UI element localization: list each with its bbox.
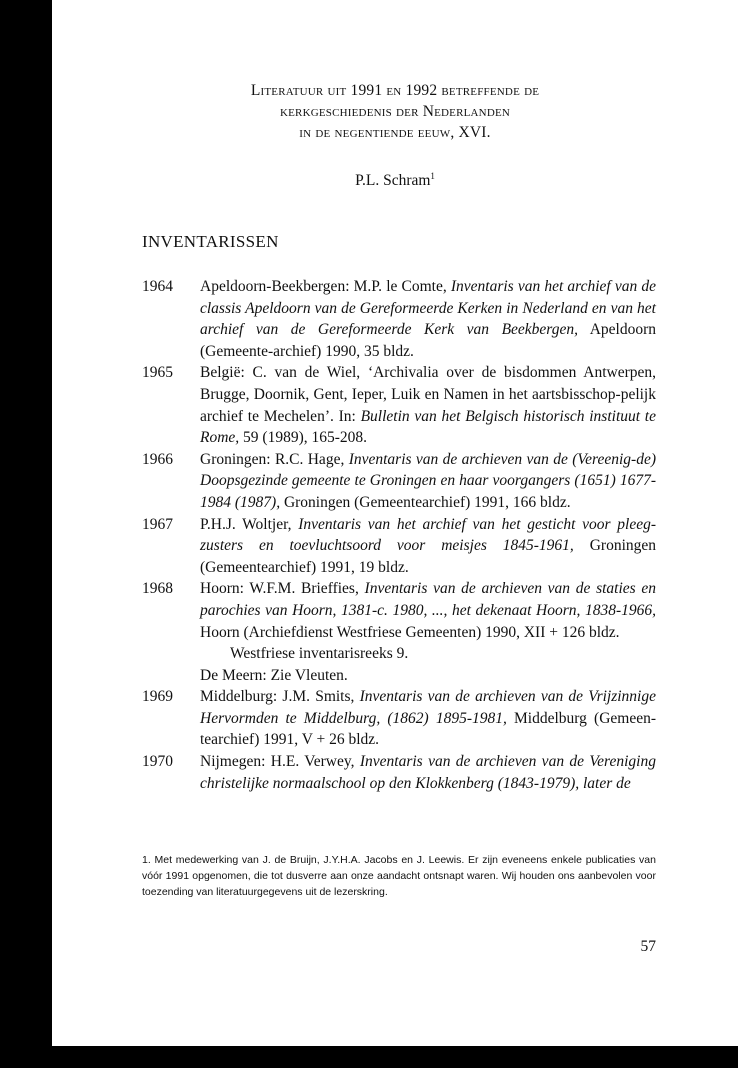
list-item (142, 514, 656, 579)
section-heading: INVENTARISSEN (142, 232, 279, 251)
page-number: 57 (640, 938, 656, 955)
footnote: 1. Met medewerking van J. de Bruijn, J.Y.H.A. Jacobs en J. Leewis. Er zijn eveneens enkele publicaties van vóór 1991 opgenomen, die tot dusverre aan onze aandacht ontsnapt waren. Wij houden ons aanbevolen voor toezending van literatuurgegevens uit de lezerskring. (142, 854, 656, 898)
entry-title: Inventaris van de archieven van de Vrijzinnige Hervormden te Middelburg, (1862) 1895-1981, (200, 688, 656, 727)
entry-text: Groningen: R.C. Hage, Inventaris van de archieven van de (Vereenig-de) Doopsgezinde gemeente te Groningen en haar voorgangers (1651) 1677-1984 (1987), Groningen (Gemeentearchief) 1991, 166 bldz. (200, 450, 656, 511)
entry-text: België: C. van de Wiel, ‘Archivalia over de bisdommen Antwerpen, Brugge, Doornik, Gent, Ieper, Luik en Namen in het aartsbisschop-pelijk archief te Mechelen’. In: Bulletin van het Belgisch historisch instituut te Rome, 59 (1989), 165-208. (200, 364, 656, 447)
entry-number: 1967 (142, 515, 173, 533)
entry-list (142, 276, 656, 794)
entry-text: Hoorn: W.F.M. Brieffies, Inventaris van de archieven van de staties en parochies van Hoorn, 1381-c. 1980, ..., het dekenaat Hoorn, 1838-1966, Hoorn (Archiefdienst Westfriese Gemeenten) 1990, XII + 126 bldz. (200, 580, 657, 641)
entry-title: Inventaris van het archief van het gesticht voor pleeg-zusters en toevluchtsoord voor meisjes 1845-1961, (200, 515, 656, 555)
page (52, 0, 738, 1046)
cross-reference: De Meern: Zie Vleuten. (200, 666, 348, 684)
list-item (142, 276, 656, 362)
author-name: P.L. Schram (355, 172, 431, 190)
footnote-marker: 1 (430, 171, 435, 181)
series-note: Westfriese inventarisreeks 9. (230, 645, 409, 663)
entry-text: Nijmegen: H.E. Verwey, Inventaris van de archieven van de Vereniging christelijke normaalschool op den Klokkenberg (1843-1979), later de (200, 753, 656, 792)
entry-number: 1966 (142, 450, 173, 468)
article-title (52, 80, 738, 143)
entry-text: Middelburg: J.M. Smits, Inventaris van de archieven van de Vrijzinnige Hervormden te Middelburg, (1862) 1895-1981, Middelburg (Gemeen-tearchief) 1991, V + 26 bldz. (200, 688, 656, 749)
author (52, 171, 738, 190)
entry-title: Inventaris van de archieven van de (Vereenig-de) Doopsgezinde gemeente te Groningen en haar voorgangers (1651) 1677-1984 (1987), (200, 450, 656, 511)
entry-title: Bulletin van het Belgisch historisch instituut te Rome, (200, 407, 656, 447)
entry-number: 1970 (142, 753, 173, 771)
list-item (142, 362, 656, 448)
entry-number: 1965 (142, 364, 173, 382)
entry-title: Inventaris van het archief van de classis Apeldoorn van de Gereformeerde Kerken in Nederland en van het archief van de Gereformeerde Kerk van Beekbergen, (200, 278, 656, 339)
list-item (142, 578, 656, 664)
entry-text: Apeldoorn-Beekbergen: M.P. le Comte, Inventaris van het archief van de classis Apeldoorn van de Gereformeerde Kerken in Nederland en van het archief van de Gereformeerde Kerk van Beekbergen, Apeldoorn (Gemeente-archief) 1990, 35 bldz. (200, 278, 656, 360)
list-item (142, 751, 656, 794)
entry-text: P.H.J. Woltjer, Inventaris van het archief van het gesticht voor pleeg-zusters en toevluchtsoord voor meisjes 1845-1961, Groningen (Gemeentearchief) 1991, 19 bldz. (200, 515, 656, 576)
title-line: kerkgeschiedenis der Nederlanden (279, 103, 511, 120)
list-item (142, 449, 656, 514)
list-item (142, 665, 656, 687)
entry-number: 1968 (142, 580, 173, 598)
entry-number: 1964 (142, 278, 173, 295)
title-line: in de negentiende eeuw, XVI. (299, 124, 491, 141)
list-item (142, 686, 656, 751)
scan-bottom-border (52, 1046, 738, 1068)
entry-title: Inventaris van de archieven van de staties en parochies van Hoorn, 1381-c. 1980, ..., het dekenaat Hoorn, 1838-1966, (200, 580, 657, 619)
entry-title: Inventaris van de archieven van de Vereniging christelijke normaalschool op den Klokkenberg (1843-1979), later de (200, 753, 656, 792)
scan-left-border (0, 0, 52, 1068)
title-line: Literatuur uit 1991 en 1992 betreffende de (250, 82, 540, 99)
entry-number: 1969 (142, 688, 173, 706)
